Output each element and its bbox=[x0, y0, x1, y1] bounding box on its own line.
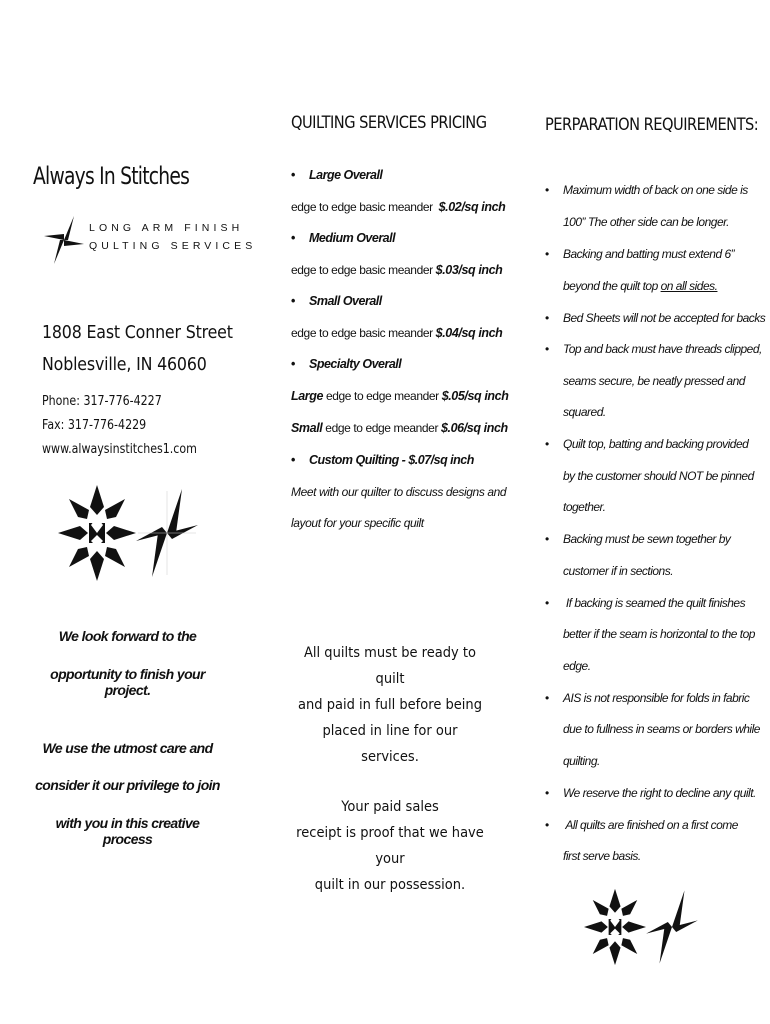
bullet: • bbox=[291, 357, 295, 371]
address-street: 1808 East Conner Street bbox=[42, 322, 233, 343]
notice-line: Your paid sales bbox=[341, 799, 439, 815]
address-city: Noblesville, IN 46060 bbox=[42, 354, 207, 375]
notice-line: and paid in full before being bbox=[298, 697, 482, 713]
specialty-large bbox=[291, 389, 508, 403]
requirement-item bbox=[545, 437, 748, 451]
bullet: • bbox=[545, 691, 549, 705]
requirement-text: quilting. bbox=[563, 754, 600, 768]
requirement-text: by the customer should NOT be pinned bbox=[563, 469, 754, 483]
requirement-text: Backing must be sewn together by bbox=[563, 532, 731, 546]
requirement-text: 100” The other side can be longer. bbox=[563, 215, 730, 229]
requirement-item bbox=[545, 247, 734, 261]
requirement-item bbox=[545, 311, 765, 325]
bullet: • bbox=[545, 247, 549, 261]
custom-note-line-2: layout for your specific quilt bbox=[291, 516, 424, 530]
specialty-size: Large bbox=[291, 389, 324, 403]
bullet: • bbox=[545, 311, 549, 325]
closing-line-5: with you in this creative process bbox=[55, 815, 200, 847]
website-url: www.alwaysinstitches1.com bbox=[42, 442, 197, 457]
bullet: • bbox=[291, 168, 295, 182]
specialty-price: $.05/sq inch bbox=[441, 389, 509, 403]
closing-line-4: consider it our privilege to join bbox=[35, 777, 220, 793]
brand-tagline-line-2: QULTING SERVICES bbox=[89, 240, 257, 252]
pricing-item-name: Custom Quilting - $.07/sq inch bbox=[309, 453, 474, 467]
requirement-emphasis: on all sides. bbox=[660, 279, 718, 293]
specialty-price: $.06/sq inch bbox=[441, 421, 508, 435]
closing-line-2: opportunity to finish your project. bbox=[50, 666, 205, 698]
requirement-text: All quilts are finished on a first come bbox=[563, 818, 738, 832]
pricing-item-small bbox=[291, 294, 382, 308]
requirements-heading: PERPARATION REQUIREMENTS: bbox=[545, 115, 759, 135]
requirement-text: Backing and batting must extend 6” bbox=[563, 247, 735, 261]
requirement-text: We reserve the right to decline any quilt. bbox=[563, 786, 756, 800]
requirement-text: Maximum width of back on one side is bbox=[563, 183, 748, 197]
pricing-price: $.04/sq inch bbox=[435, 326, 503, 340]
bullet: • bbox=[291, 231, 295, 245]
requirement-item bbox=[545, 818, 738, 832]
eight-point-star-icon bbox=[584, 887, 646, 967]
specialty-desc: edge to edge meander bbox=[323, 389, 442, 403]
pricing-item-name: Medium Overall bbox=[309, 231, 396, 245]
payment-notice bbox=[296, 640, 485, 898]
notice-line: All quilts must be ready to quilt bbox=[303, 645, 477, 687]
requirement-text: squared. bbox=[563, 405, 606, 419]
requirement-item bbox=[545, 183, 748, 197]
pricing-price: $.03/sq inch bbox=[435, 263, 503, 277]
pricing-item-medium bbox=[291, 231, 395, 245]
pricing-desc: edge to edge basic meander bbox=[291, 200, 433, 214]
requirement-item bbox=[545, 532, 730, 546]
bullet: • bbox=[545, 437, 549, 451]
requirement-text: customer if in sections. bbox=[563, 564, 674, 578]
requirement-text: first serve basis. bbox=[563, 849, 641, 863]
requirement-text bbox=[563, 279, 717, 293]
brand-name: Always In Stitches bbox=[33, 162, 190, 190]
pinwheel-star-icon bbox=[44, 214, 84, 266]
bullet: • bbox=[291, 453, 295, 467]
pricing-item-large bbox=[291, 168, 382, 182]
notice-line: placed in line for our services. bbox=[322, 723, 458, 765]
specialty-size: Small bbox=[291, 421, 323, 435]
fax-number: Fax: 317-776-4229 bbox=[42, 418, 147, 433]
requirement-text: Quilt top, batting and backing provided bbox=[563, 437, 749, 451]
bullet: • bbox=[545, 183, 549, 197]
requirement-text: together. bbox=[563, 500, 606, 514]
requirement-text: AIS is not responsible for folds in fabric bbox=[563, 691, 750, 705]
pricing-item-name: Large Overall bbox=[309, 168, 383, 182]
notice-line: receipt is proof that we have your bbox=[296, 825, 484, 867]
pricing-price: $.02/sq inch bbox=[438, 200, 506, 214]
pinwheel-star-icon bbox=[646, 887, 698, 967]
bullet: • bbox=[545, 596, 549, 610]
requirement-text: seams secure, be neatly pressed and bbox=[563, 374, 745, 388]
bullet: • bbox=[545, 786, 549, 800]
requirement-text: due to fullness in seams or borders while bbox=[563, 722, 760, 736]
requirement-item bbox=[545, 786, 756, 800]
pricing-item-name: Small Overall bbox=[309, 294, 382, 308]
requirement-text: beyond the quilt top bbox=[563, 279, 661, 293]
requirement-text: If backing is seamed the quilt finishes bbox=[563, 596, 746, 610]
requirement-text: Bed Sheets will not be accepted for backs bbox=[563, 311, 766, 325]
requirement-text: better if the seam is horizontal to the top bbox=[563, 627, 755, 641]
bullet: • bbox=[545, 532, 549, 546]
phone-number: Phone: 317-776-4227 bbox=[42, 394, 162, 409]
custom-note-line-1: Meet with our quilter to discuss designs and bbox=[291, 485, 507, 499]
pricing-heading: QUILTING SERVICES PRICING bbox=[291, 113, 487, 133]
closing-line-1: We look forward to the bbox=[58, 628, 197, 644]
specialty-small bbox=[291, 421, 508, 435]
closing-line-3: We use the utmost care and bbox=[42, 740, 213, 756]
eight-point-star-icon bbox=[58, 485, 136, 581]
requirement-item bbox=[545, 596, 745, 610]
bullet: • bbox=[545, 342, 549, 356]
requirement-text: edge. bbox=[563, 659, 591, 673]
requirement-item bbox=[545, 691, 749, 705]
pricing-item-specialty bbox=[291, 357, 401, 371]
pricing-item-custom bbox=[291, 453, 474, 467]
pinwheel-star-icon bbox=[136, 485, 198, 581]
requirement-text: Top and back must have threads clipped, bbox=[563, 342, 762, 356]
requirement-item bbox=[545, 342, 762, 356]
pricing-desc: edge to edge basic meander bbox=[291, 326, 433, 340]
brand-tagline-line-1: LONG ARM FINISH bbox=[89, 222, 244, 234]
pricing-item-detail bbox=[291, 200, 505, 214]
pricing-item-detail bbox=[291, 326, 502, 340]
bullet: • bbox=[291, 294, 295, 308]
bullet: • bbox=[545, 818, 549, 832]
notice-line: quilt in our possession. bbox=[314, 877, 466, 893]
pricing-desc: edge to edge basic meander bbox=[291, 263, 433, 277]
pricing-item-name: Specialty Overall bbox=[309, 357, 402, 371]
specialty-desc: edge to edge meander bbox=[322, 421, 441, 435]
pricing-item-detail bbox=[291, 263, 502, 277]
